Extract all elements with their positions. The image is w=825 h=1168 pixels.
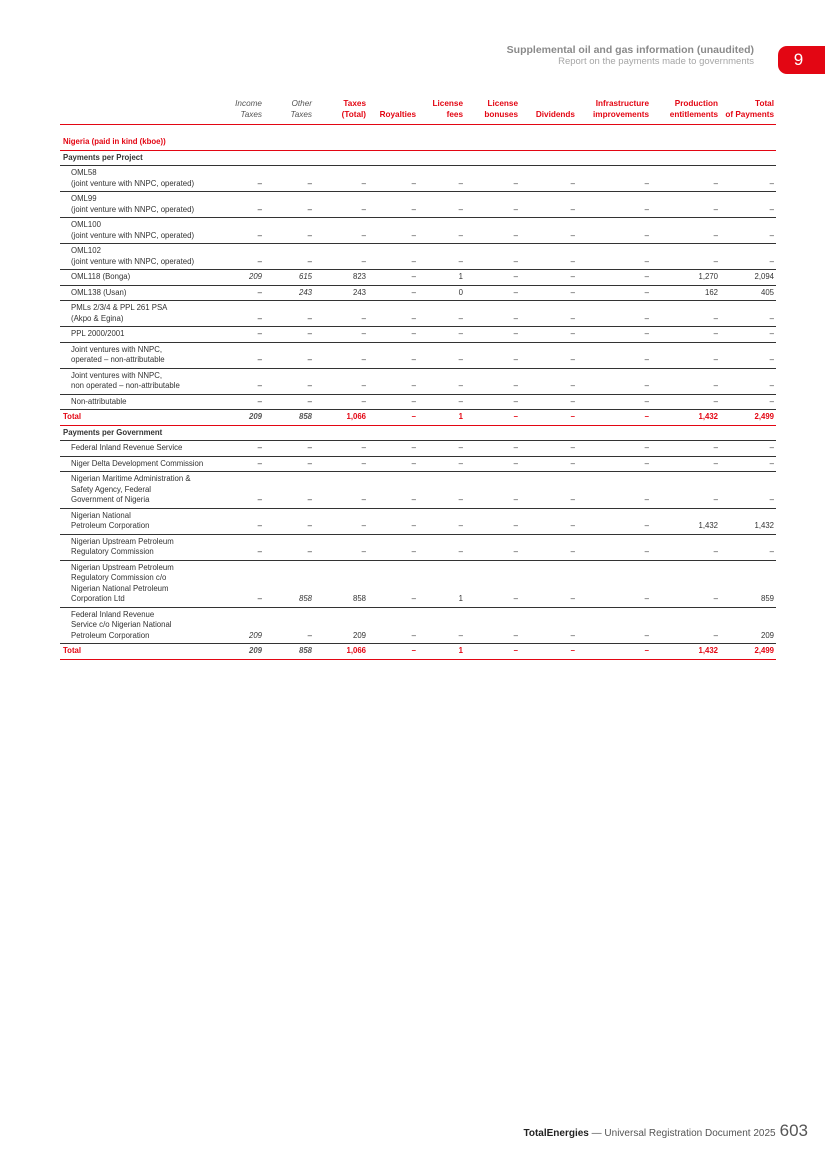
group-title-projects — [60, 150, 776, 166]
cell-value: 405 — [720, 285, 776, 301]
footer-brand: TotalEnergies — [523, 1128, 589, 1139]
table-row — [60, 607, 776, 644]
cell-value: – — [368, 472, 418, 509]
cell-value: – — [368, 644, 418, 660]
cell-value: – — [264, 244, 314, 270]
table-row — [60, 394, 776, 410]
cell-value: – — [520, 244, 577, 270]
cell-value: – — [368, 456, 418, 472]
cell-value: 1,432 — [651, 644, 720, 660]
cell-value: – — [314, 244, 368, 270]
cell-value: – — [212, 456, 264, 472]
cell-value: – — [520, 534, 577, 560]
cell-value: – — [651, 192, 720, 218]
chapter-tab: 9 — [778, 46, 825, 74]
cell-value: – — [577, 218, 651, 244]
table-row — [60, 342, 776, 368]
cell-value: – — [465, 244, 520, 270]
cell-value: 2,499 — [720, 644, 776, 660]
table-header-row — [60, 98, 776, 125]
cell-value: 615 — [264, 270, 314, 286]
cell-value: 209 — [212, 607, 264, 644]
col-header: Dividends — [520, 98, 577, 125]
row-label: OML118 (Bonga) — [60, 270, 212, 286]
cell-value: – — [520, 342, 577, 368]
group-title-projects-label: Payments per Project — [60, 150, 776, 166]
cell-value: – — [314, 441, 368, 457]
cell-value: – — [465, 607, 520, 644]
cell-value: – — [465, 508, 520, 534]
cell-value: – — [651, 218, 720, 244]
row-label: OML138 (Usan) — [60, 285, 212, 301]
cell-value: – — [368, 327, 418, 343]
row-label: Nigerian Upstream Petroleum Regulatory Commission — [60, 534, 212, 560]
table-row — [60, 166, 776, 192]
cell-value: 858 — [264, 644, 314, 660]
cell-value: 1 — [418, 560, 465, 607]
cell-value: – — [418, 166, 465, 192]
cell-value: – — [212, 244, 264, 270]
cell-value: – — [465, 441, 520, 457]
col-header: Infrastructure improvements — [577, 98, 651, 125]
cell-value: – — [418, 244, 465, 270]
cell-value: – — [418, 342, 465, 368]
cell-value: – — [212, 342, 264, 368]
row-label: Federal Inland Revenue Service — [60, 441, 212, 457]
cell-value: 1 — [418, 410, 465, 426]
cell-value: – — [465, 560, 520, 607]
cell-value: – — [212, 166, 264, 192]
cell-value: – — [264, 327, 314, 343]
cell-value: 1,432 — [651, 508, 720, 534]
cell-value: – — [520, 270, 577, 286]
cell-value: – — [465, 166, 520, 192]
cell-value: – — [520, 368, 577, 394]
cell-value: – — [520, 560, 577, 607]
cell-value: – — [520, 410, 577, 426]
cell-value: – — [651, 368, 720, 394]
cell-value: – — [264, 192, 314, 218]
cell-value: 2,094 — [720, 270, 776, 286]
cell-value: – — [368, 285, 418, 301]
cell-value: – — [720, 244, 776, 270]
row-label: OML99 (joint venture with NNPC, operated) — [60, 192, 212, 218]
table-body — [60, 125, 776, 660]
table-row — [60, 285, 776, 301]
row-label: PMLs 2/3/4 & PPL 261 PSA (Akpo & Egina) — [60, 301, 212, 327]
table-row — [60, 244, 776, 270]
cell-value: – — [368, 534, 418, 560]
cell-value: – — [720, 456, 776, 472]
cell-value: – — [368, 410, 418, 426]
cell-value: – — [418, 441, 465, 457]
cell-value: – — [314, 301, 368, 327]
cell-value: – — [418, 508, 465, 534]
cell-value: – — [577, 472, 651, 509]
cell-value: – — [314, 472, 368, 509]
cell-value: 1,066 — [314, 410, 368, 426]
cell-value: 209 — [314, 607, 368, 644]
cell-value: 859 — [720, 560, 776, 607]
cell-value: – — [368, 192, 418, 218]
cell-value: – — [520, 644, 577, 660]
cell-value: – — [264, 472, 314, 509]
cell-value: – — [520, 456, 577, 472]
cell-value: – — [465, 410, 520, 426]
cell-value: – — [720, 368, 776, 394]
cell-value: 1 — [418, 270, 465, 286]
cell-value: – — [368, 394, 418, 410]
cell-value: – — [520, 508, 577, 534]
col-header: Other Taxes — [264, 98, 314, 125]
cell-value: – — [520, 301, 577, 327]
cell-value: – — [418, 327, 465, 343]
cell-value: – — [651, 327, 720, 343]
cell-value: – — [720, 534, 776, 560]
cell-value: – — [577, 270, 651, 286]
cell-value: – — [212, 285, 264, 301]
cell-value: 209 — [212, 410, 264, 426]
cell-value: 209 — [212, 270, 264, 286]
cell-value: – — [465, 285, 520, 301]
cell-value: – — [720, 394, 776, 410]
col-header: License fees — [418, 98, 465, 125]
cell-value: – — [212, 368, 264, 394]
cell-value: – — [577, 244, 651, 270]
col-header: Production entitlements — [651, 98, 720, 125]
cell-value: – — [314, 192, 368, 218]
cell-value: – — [264, 456, 314, 472]
row-label: Nigerian Maritime Administration & Safety Agency, Federal Government of Nigeria — [60, 472, 212, 509]
section-title-label: Nigeria (paid in kind (kboe)) — [60, 125, 776, 151]
cell-value: – — [465, 218, 520, 244]
cell-value: – — [368, 607, 418, 644]
cell-value: – — [520, 166, 577, 192]
col-header: Total of Payments — [720, 98, 776, 125]
cell-value: – — [577, 560, 651, 607]
row-label: Joint ventures with NNPC, non operated – non-attributable — [60, 368, 212, 394]
cell-value: – — [651, 456, 720, 472]
cell-value: – — [577, 327, 651, 343]
cell-value: – — [314, 327, 368, 343]
table-row — [60, 270, 776, 286]
cell-value: 823 — [314, 270, 368, 286]
cell-value: – — [651, 534, 720, 560]
cell-value: – — [465, 301, 520, 327]
cell-value: – — [651, 394, 720, 410]
cell-value: 243 — [314, 285, 368, 301]
cell-value: – — [651, 607, 720, 644]
cell-value: – — [212, 508, 264, 534]
total-row-projects — [60, 410, 776, 426]
group-title-governments — [60, 425, 776, 441]
cell-value: 2,499 — [720, 410, 776, 426]
cell-value: – — [314, 456, 368, 472]
cell-value: – — [720, 218, 776, 244]
cell-value: – — [520, 394, 577, 410]
cell-value: – — [212, 218, 264, 244]
cell-value: – — [520, 192, 577, 218]
cell-value: 1,432 — [651, 410, 720, 426]
row-label: OML58 (joint venture with NNPC, operated) — [60, 166, 212, 192]
cell-value: – — [264, 607, 314, 644]
cell-value: 1,066 — [314, 644, 368, 660]
cell-value: – — [720, 192, 776, 218]
cell-value: – — [465, 270, 520, 286]
cell-value: – — [368, 244, 418, 270]
cell-value: – — [212, 394, 264, 410]
table-row — [60, 534, 776, 560]
cell-value: – — [368, 270, 418, 286]
cell-value: – — [720, 327, 776, 343]
cell-value: 243 — [264, 285, 314, 301]
col-header: Royalties — [368, 98, 418, 125]
row-label: Niger Delta Development Commission — [60, 456, 212, 472]
cell-value: – — [651, 441, 720, 457]
cell-value: – — [577, 456, 651, 472]
cell-value: 858 — [264, 560, 314, 607]
header-subtitle: Report on the payments made to governments — [558, 56, 754, 67]
section-title — [60, 125, 776, 151]
cell-value: – — [368, 560, 418, 607]
col-header: Taxes (Total) — [314, 98, 368, 125]
table-row — [60, 218, 776, 244]
cell-value: – — [720, 342, 776, 368]
cell-value: – — [212, 441, 264, 457]
row-label: Total — [60, 644, 212, 660]
cell-value: – — [418, 192, 465, 218]
row-label: PPL 2000/2001 — [60, 327, 212, 343]
cell-value: – — [264, 218, 314, 244]
table-row — [60, 508, 776, 534]
cell-value: – — [368, 508, 418, 534]
cell-value: 858 — [264, 410, 314, 426]
cell-value: – — [368, 342, 418, 368]
cell-value: – — [720, 441, 776, 457]
cell-value: – — [314, 166, 368, 192]
row-label: Nigerian National Petroleum Corporation — [60, 508, 212, 534]
cell-value: – — [465, 534, 520, 560]
table-row — [60, 301, 776, 327]
row-label: Federal Inland Revenue Service c/o Nigerian National Petroleum Corporation — [60, 607, 212, 644]
cell-value: – — [465, 342, 520, 368]
cell-value: – — [418, 301, 465, 327]
group-title-governments-label: Payments per Government — [60, 425, 776, 441]
cell-value: – — [465, 327, 520, 343]
footer-document: — Universal Registration Document 2025 — [588, 1128, 776, 1139]
cell-value: – — [651, 301, 720, 327]
cell-value: – — [314, 342, 368, 368]
cell-value: – — [368, 368, 418, 394]
cell-value: – — [577, 508, 651, 534]
cell-value: – — [314, 534, 368, 560]
row-label: OML102 (joint venture with NNPC, operated) — [60, 244, 212, 270]
cell-value: – — [720, 472, 776, 509]
cell-value: – — [368, 441, 418, 457]
cell-value: – — [651, 560, 720, 607]
cell-value: – — [212, 534, 264, 560]
table-row — [60, 192, 776, 218]
cell-value: – — [577, 410, 651, 426]
row-label: Total — [60, 410, 212, 426]
cell-value: – — [520, 472, 577, 509]
cell-value: – — [577, 166, 651, 192]
cell-value: – — [212, 472, 264, 509]
cell-value: – — [465, 472, 520, 509]
cell-value: – — [264, 534, 314, 560]
row-label: Joint ventures with NNPC, operated – non-attributable — [60, 342, 212, 368]
cell-value: 209 — [212, 644, 264, 660]
cell-value: – — [520, 327, 577, 343]
cell-value: – — [651, 472, 720, 509]
cell-value: – — [651, 166, 720, 192]
cell-value: – — [520, 441, 577, 457]
cell-value: – — [212, 192, 264, 218]
cell-value: – — [418, 218, 465, 244]
cell-value: – — [520, 218, 577, 244]
col-header: Income Taxes — [212, 98, 264, 125]
cell-value: – — [418, 534, 465, 560]
cell-value: – — [264, 166, 314, 192]
cell-value: – — [212, 301, 264, 327]
row-label: Non-attributable — [60, 394, 212, 410]
table-row — [60, 368, 776, 394]
table-row — [60, 327, 776, 343]
cell-value: – — [368, 301, 418, 327]
cell-value: – — [465, 456, 520, 472]
col-header: License bonuses — [465, 98, 520, 125]
cell-value: – — [577, 534, 651, 560]
cell-value: – — [212, 327, 264, 343]
header-title: Supplemental oil and gas information (unaudited) — [506, 44, 754, 56]
cell-value: – — [264, 394, 314, 410]
running-header — [507, 44, 754, 68]
cell-value: – — [418, 456, 465, 472]
cell-value: – — [264, 342, 314, 368]
cell-value: – — [314, 218, 368, 244]
cell-value: – — [577, 441, 651, 457]
cell-value: – — [418, 607, 465, 644]
page-number: 603 — [779, 1121, 808, 1140]
cell-value: – — [418, 394, 465, 410]
row-label: OML100 (joint venture with NNPC, operated) — [60, 218, 212, 244]
page-footer — [523, 1121, 808, 1141]
cell-value: – — [465, 192, 520, 218]
cell-value: – — [368, 166, 418, 192]
cell-value: – — [720, 301, 776, 327]
payments-table — [60, 98, 776, 660]
cell-value: – — [577, 607, 651, 644]
cell-value: – — [577, 192, 651, 218]
table-row — [60, 441, 776, 457]
cell-value: – — [264, 368, 314, 394]
cell-value: – — [465, 394, 520, 410]
table-row — [60, 472, 776, 509]
total-row-governments — [60, 644, 776, 660]
cell-value: – — [577, 301, 651, 327]
cell-value: – — [577, 644, 651, 660]
cell-value: – — [465, 644, 520, 660]
cell-value: 209 — [720, 607, 776, 644]
cell-value: – — [651, 244, 720, 270]
cell-value: 162 — [651, 285, 720, 301]
cell-value: – — [314, 368, 368, 394]
cell-value: 858 — [314, 560, 368, 607]
cell-value: 0 — [418, 285, 465, 301]
cell-value: – — [651, 342, 720, 368]
cell-value: – — [418, 368, 465, 394]
row-label: Nigerian Upstream Petroleum Regulatory Commission c/o Nigerian National Petroleum Corporation Ltd — [60, 560, 212, 607]
cell-value: – — [577, 285, 651, 301]
cell-value: – — [264, 441, 314, 457]
cell-value: – — [212, 560, 264, 607]
cell-value: – — [720, 166, 776, 192]
cell-value: – — [465, 368, 520, 394]
cell-value: 1 — [418, 644, 465, 660]
table-row — [60, 456, 776, 472]
cell-value: – — [264, 301, 314, 327]
cell-value: – — [577, 342, 651, 368]
cell-value: – — [368, 218, 418, 244]
cell-value: 1,270 — [651, 270, 720, 286]
cell-value: – — [520, 607, 577, 644]
cell-value: – — [418, 472, 465, 509]
cell-value: – — [577, 368, 651, 394]
cell-value: 1,432 — [720, 508, 776, 534]
col-header-label — [60, 98, 212, 125]
cell-value: – — [314, 508, 368, 534]
cell-value: – — [577, 394, 651, 410]
cell-value: – — [264, 508, 314, 534]
table-row — [60, 560, 776, 607]
cell-value: – — [314, 394, 368, 410]
cell-value: – — [520, 285, 577, 301]
